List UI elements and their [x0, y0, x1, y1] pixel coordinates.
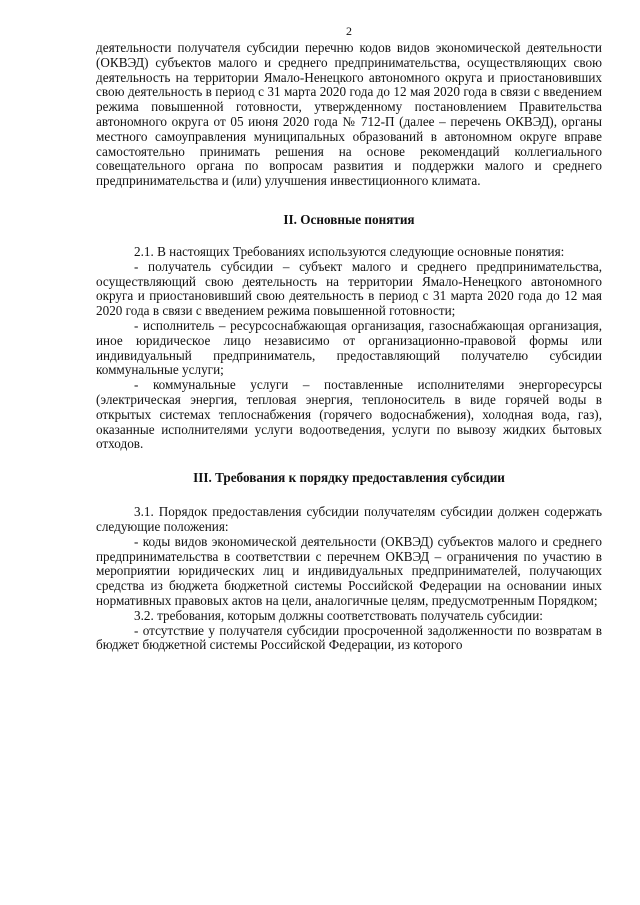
intro-paragraph: деятельности получателя субсидии перечню кодов видов экономической деятельности (ОКВЭД) субъектов малого и среднего предпринимательства, осуществляющих свою деятельность на территории Ямало-Ненецкого автономного округа и приостановивших свою деятельность в период с 31 марта 2020 года до 12 мая 2020 года в связи с введением режима повышенной готовности, утвержденному постановлением Правительства автономного округа от 05 июня 2020 года № 712-П (далее – перечень ОКВЭД), органы местного самоуправления муниципальных образований в автономном округе вправе самостоятельно принимать решения на основе рекомендаций коллегиального совещательного органа по вопросам развития и поддержки малого и среднего предпринимательства и (или) улучшения инвестиционного климата.	[96, 40, 602, 189]
section-3-paragraph-1: 3.1. Порядок предоставления субсидии получателям субсидии должен содержать следующие положения:	[96, 504, 602, 534]
section-2-paragraph-1: 2.1. В настоящих Требованиях используются следующие основные понятия:	[134, 243, 565, 259]
section-2-paragraph-2: - получатель субсидии – субъект малого и среднего предпринимательства, осуществляющий свою деятельность на территории Ямало-Ненецкого автономного округа и приостановивший свою деятельность в период с 31 марта 2020 года до 12 мая 2020 года в связи с введением режима повышенной готовности;	[96, 258, 602, 319]
document-page	[96, 24, 602, 653]
section-3-paragraph-3: 3.2. требования, которым должны соответствовать получатель субсидии:	[134, 607, 543, 623]
section-2-heading: II. Основные понятия	[283, 211, 415, 227]
section-3-heading: III. Требования к порядку предоставления субсидии	[193, 470, 505, 486]
section-3-paragraph-4: - отсутствие у получателя субсидии просроченной задолженности по возвратам в бюджет бюджетной системы Российской Федерации, из которого	[96, 622, 602, 653]
page-number: 2	[346, 24, 352, 38]
section-2-paragraph-3: - исполнитель – ресурсоснабжающая организация, газоснабжающая организация, иное юридическое лицо независимо от организационно-правовой формы или индивидуальный предприниматель, предоставляющий получателю субсидии коммунальные услуги;	[96, 317, 602, 378]
section-3-paragraph-2: - коды видов экономической деятельности (ОКВЭД) субъектов малого и среднего предпринимательства в соответствии с перечнем ОКВЭД – ограничения по участию в мероприятии юридических лиц и индивидуальных предпринимателей, получающих средства из бюджета бюджетной системы Российской Федерации на основании иных нормативных правовых актов на цели, аналогичные целям, предусмотренным Порядком;	[96, 533, 602, 608]
section-2-paragraph-4: - коммунальные услуги – поставленные исполнителями энергоресурсы (электрическая энергия, тепловая энергия, теплоноситель в виде горячей воды в открытых системах теплоснабжения (горячего водоснабжения), холодная вода, газ), оказанные исполнителями услуги водоотведения, услуги по вывозу жидких бытовых отходов.	[96, 377, 602, 452]
